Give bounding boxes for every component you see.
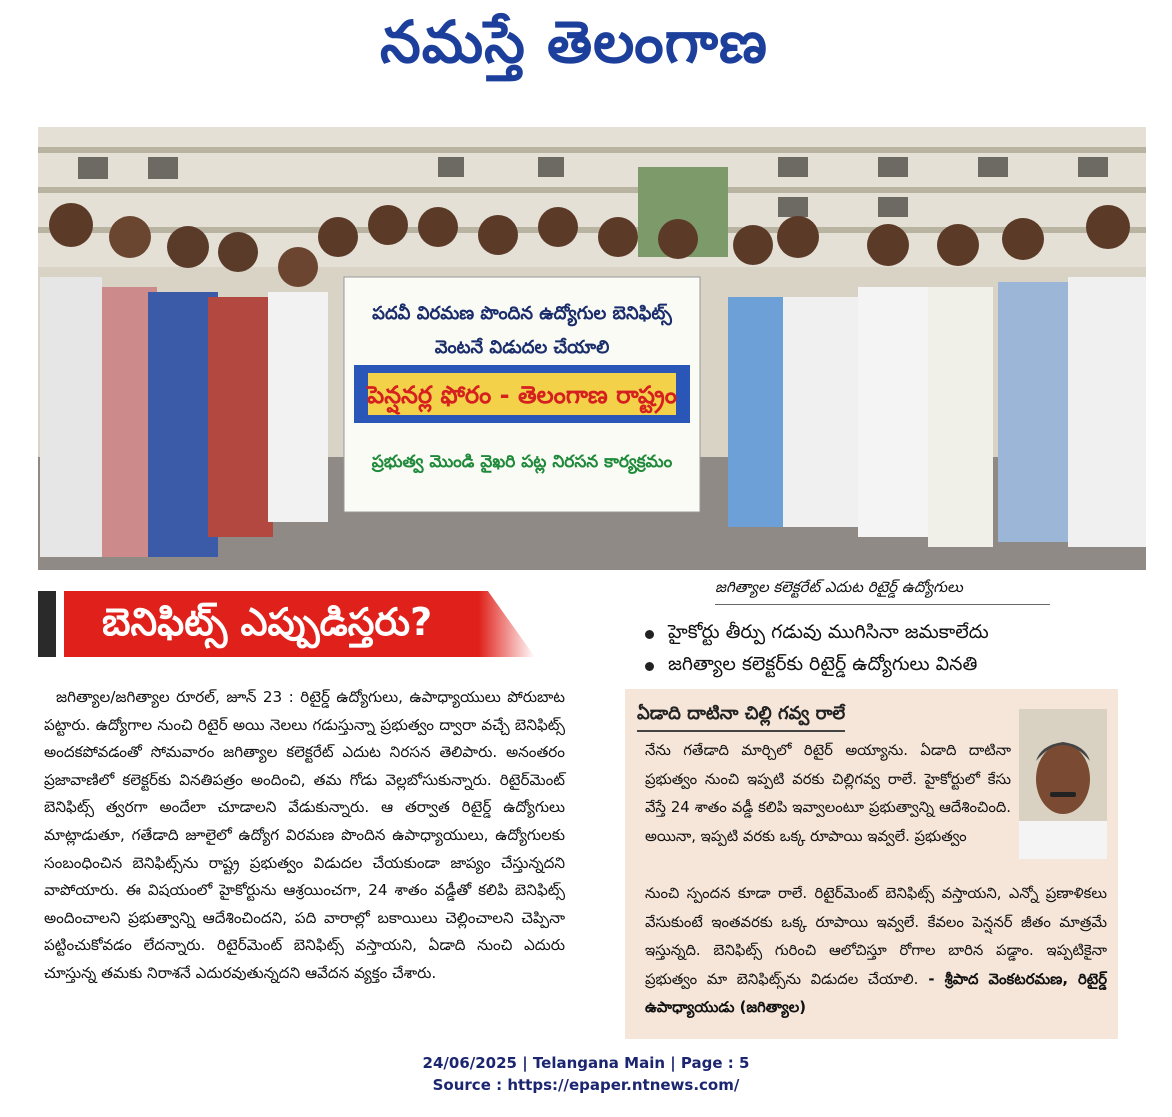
sub-headlines: [645, 618, 1115, 682]
quote-signature: - శ్రీపాద వెంకటరమణ, రిటైర్డ్ ఉపాధ్యాయుడు (జగిత్యాల): [645, 970, 1107, 1016]
banner-line-2: వెంటనే విడుదల చేయాలి: [434, 337, 610, 358]
headline-accent-bar: [38, 591, 56, 657]
newspaper-logo: నమస్తే తెలంగాణ: [380, 8, 768, 76]
footer-source: Source : https://epaper.ntnews.com/: [432, 1076, 740, 1094]
banner-line-3: పెన్షనర్ల ఫోరం - తెలంగాణ రాష్ట్రం: [367, 381, 677, 409]
footer-date-edition: 24/06/2025 | Telangana Main | Page : 5: [422, 1054, 750, 1072]
photo-caption: జగిత్యాల కలెక్టరేట్ ఎదుట రిటైర్డ్ ఉద్యోగులు: [715, 578, 1050, 605]
headline-block: [38, 591, 535, 657]
quote-box: [625, 689, 1118, 1039]
bullet-dot-icon: [645, 630, 654, 639]
headline: బెనిఫిట్స్ ఎప్పుడిస్తరు?: [102, 600, 433, 644]
protest-photo-illustration: [38, 127, 1146, 570]
page-footer: [0, 1052, 1172, 1096]
news-photo: [38, 127, 1146, 570]
bullet-item: జగిత్యాల కలెక్టర్‌కు రిటైర్డ్ ఉద్యోగులు వినతి: [645, 650, 1115, 682]
quote-box-heading: ఏడాది దాటినా చిల్లి గవ్వ రాలే: [637, 703, 845, 732]
portrait-illustration: [1019, 709, 1107, 859]
quote-body-bottom: నుంచి స్పందన కూడా రాలే. రిటైర్‌మెంట్ బెనిఫిట్స్ వస్తాయని, ఎన్నో ప్రణాళికలు వేసుకుంటే ఇంతవరకు ఒక్క రూపాయి ఇవ్వలే. కేవలం పెన్షనర్ జీతం మాత్రమే ఇస్తున్నది. బెనిఫిట్స్ గురించి ఆలోచిస్తూ రోగాల బారిన పడ్డాం. ఇప్పటికైనా ప్రభుత్వం మా బెనిఫిట్స్‌ను విడుదల చేయాలి. - శ్రీపాద వెంకటరమణ, రిటైర్డ్ ఉపాధ్యాయుడు (జగిత్యాల): [645, 885, 1107, 1016]
bullet-item: హైకోర్టు తీర్పు గడువు ముగిసినా జమకాలేదు: [645, 618, 1115, 650]
quote-body-top: నేను గతేడాది మార్చిలో రిటైర్ అయ్యాను. ఏడాది దాటినా ప్రభుత్వం నుంచి ఇప్పటి వరకు చిల్లిగవ్వ రాలే. హైకోర్టులో కేసు వేస్తే 24 శాతం వడ్డీ కలిపి ఇవ్వాలంటూ ప్రభుత్వాన్ని ఆదేశించింది. అయినా, ఇప్పటి వరకు ఒక్క రూపాయి ఇవ్వలే. ప్రభుత్వం: [645, 742, 1011, 845]
person-portrait: [1019, 709, 1107, 859]
article-body: జగిత్యాల/జగిత్యాల రూరల్, జూన్ 23 : రిటైర్డ్ ఉద్యోగులు, ఉపాధ్యాయులు పోరుబాట పట్టారు. ఉద్యోగాల నుంచి రిటైర్ అయి నెలలు గడుస్తున్నా ప్రభుత్వం ద్వారా వచ్చే బెనిఫిట్స్ అందకపోవడంతో సోమవారం జగిత్యాల కలెక్టరేట్ ఎదుట నిరసన తెలిపారు. అనంతరం ప్రజావాణిలో కలెక్టర్‌కు వినతిపత్రం అందించి, తమ గోడు వెల్లబోసుకున్నారు. రిటైర్‌మెంట్ బెనిఫిట్స్ త్వరగా అందేలా చూడాలని వేడుకున్నారు. ఆ తర్వాత రిటైర్డ్ ఉద్యోగులు మాట్లాడుతూ, గతేడాది జూలైలో ఉద్యోగ విరమణ పొందిన ఉపాధ్యాయులు, ఉద్యోగులకు సంబంధించిన బెనిఫిట్స్‌ను రాష్ట్ర ప్రభుత్వం విడుదల చేయకుండా జాప్యం చేస్తున్నదని వాపోయారు. ఈ విషయంలో హైకోర్టును ఆశ్రయించగా, 24 శాతం వడ్డీతో కలిపి బెనిఫిట్స్ అందించాలని ప్రభుత్వాన్ని ఆదేశించిందని, పది వారాల్లో బకాయిలు చెల్లించాలని చెప్పినా పట్టించుకోవడం లేదన్నారు. రిటైర్‌మెంట్ బెనిఫిట్స్ వస్తాయని, ఏడాది నుంచి ఎదురు చూస్తున్న తమకు నిరాశనే ఎదురవుతున్నదని ఆవేదన వ్యక్తం చేశారు.: [44, 688, 565, 982]
banner-line-4: ప్రభుత్వ మొండి వైఖరి పట్ల నిరసన కార్యక్రమం: [371, 452, 673, 472]
banner-line-1: పదవీ విరమణ పొందిన ఉద్యోగుల బెనిఫిట్స్: [372, 303, 672, 324]
masthead: [0, 0, 1172, 110]
bullet-dot-icon: [645, 662, 654, 671]
